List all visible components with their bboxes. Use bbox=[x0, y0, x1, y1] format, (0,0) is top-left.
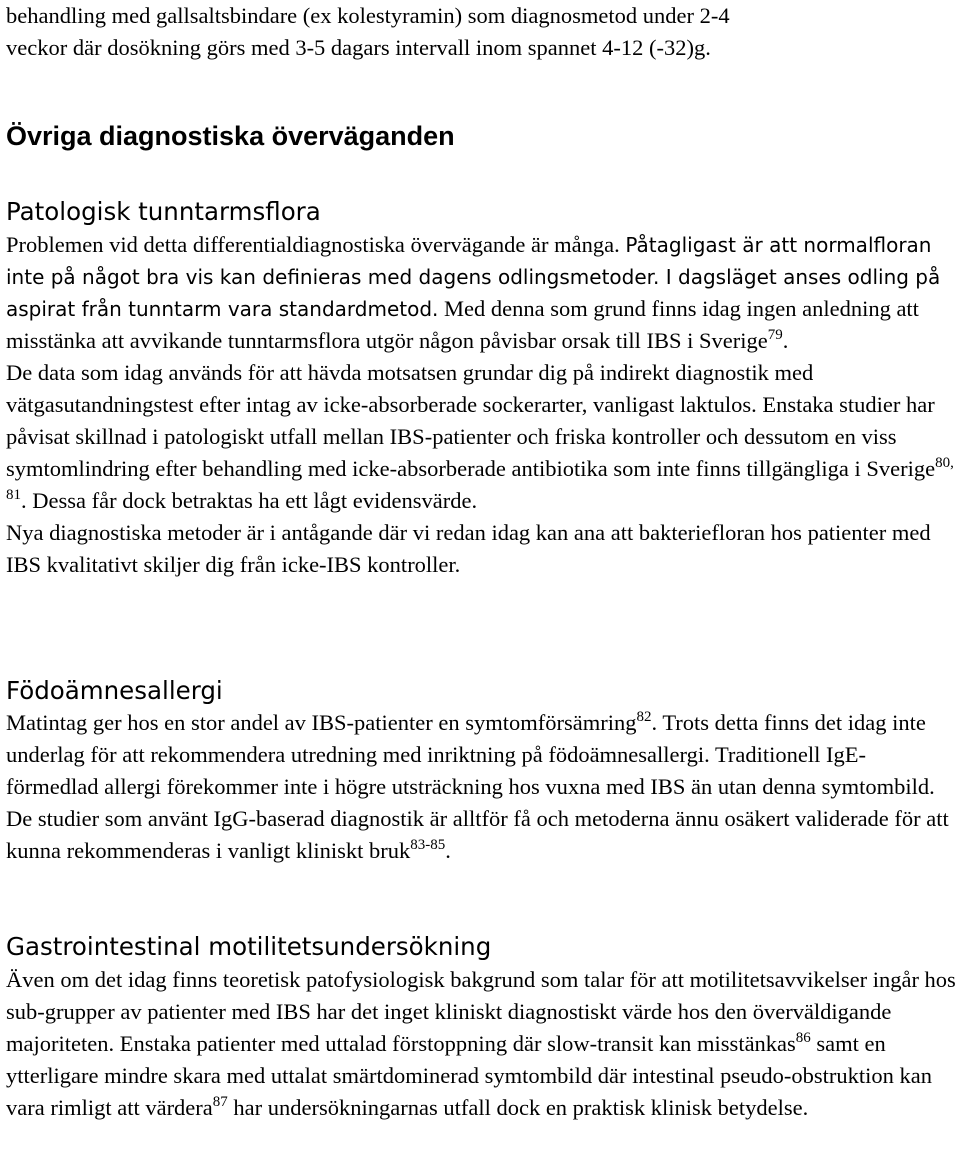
flora-text-2b: . Dessa får dock betraktas ha ett lågt evidensvärde. bbox=[21, 488, 478, 513]
motility-text-c: har undersökningarnas utfall dock en praktisk klinisk betydelse. bbox=[227, 1095, 809, 1120]
flora-text-1-end: . bbox=[782, 328, 789, 353]
reference-86: 86 bbox=[795, 1030, 811, 1046]
allergy-body bbox=[6, 707, 956, 867]
allergy-paragraph bbox=[6, 707, 956, 867]
flora-text-1c: Med denna som grund finns idag ingen anledning att misstänka att avvikande tunntarmsflora utgör någon påvisbar orsak till IBS i Sverige bbox=[6, 296, 919, 353]
flora-text-1a: Problemen vid detta differentialdiagnostiska övervägande är många. bbox=[6, 232, 620, 257]
motility-heading: Gastrointestinal motilitetsundersökning bbox=[6, 932, 492, 961]
flora-paragraph-2 bbox=[6, 357, 956, 517]
flora-paragraph-3: Nya diagnostiska metoder är i antågande där vi redan idag kan ana att bakteriefloran hos patienter med IBS kvalitativt skiljer dig från icke-IBS kontroller. bbox=[6, 520, 931, 577]
motility-body bbox=[6, 964, 956, 1124]
reference-83-85: 83-85 bbox=[410, 837, 446, 853]
flora-text-2a: De data som idag används för att hävda motsatsen grundar dig på indirekt diagnostik med vätgasutandningstest efter intag av icke-absorberade sockerarter, vanligast laktulos. Enstaka studier har påvisat skillnad i patologiskt utfall mellan IBS-patienter och friska kontroller och dessutom en viss symtomlindring efter behandling med icke-absorberade antibiotika som inte finns tillgängliga i Sverige bbox=[6, 360, 936, 481]
allergy-text-end: . bbox=[445, 838, 451, 863]
intro-line-1: behandling med gallsaltsbindare (ex kolestyramin) som diagnosmetod under 2-4 bbox=[6, 3, 730, 28]
flora-body bbox=[6, 229, 956, 581]
intro-line-2: veckor där dosökning görs med 3-5 dagars intervall inom spannet 4-12 (-32)g. bbox=[6, 35, 711, 60]
motility-text-a: Även om det idag finns teoretisk patofysiologisk bakgrund som talar för att motilitetsavvikelser ingår hos sub-grupper av patienter med IBS har det inget kliniskt diagnostiskt värde hos den överväldigande majoriteten. Enstaka patienter med uttalad förstoppning där slow-transit kan misstänkas bbox=[6, 967, 956, 1056]
reference-79: 79 bbox=[767, 327, 783, 343]
reference-87: 87 bbox=[212, 1094, 228, 1110]
allergy-heading: Födoämnesallergi bbox=[6, 676, 223, 705]
reference-82: 82 bbox=[636, 709, 652, 725]
section-title: Övriga diagnostiska överväganden bbox=[6, 121, 455, 151]
reference-80-81: 80, 81 bbox=[6, 455, 954, 503]
intro-paragraph bbox=[6, 0, 956, 64]
motility-paragraph bbox=[6, 964, 956, 1124]
allergy-text-a: Matintag ger hos en stor andel av IBS-patienter en symtomförsämring bbox=[6, 710, 637, 735]
flora-text-1b: Påtagligast är att normalfloran inte på något bra vis kan definieras med dagens odlingsmetoder. I dagsläget anses odling på aspirat från tunntarm vara standardmetod. bbox=[6, 233, 941, 321]
flora-heading: Patologisk tunntarmsflora bbox=[6, 197, 321, 226]
motility-text-b: samt en ytterligare mindre skara med uttalat smärtdominerad symtombild där intestinal pseudo-obstruktion kan vara rimligt att värdera bbox=[6, 1031, 933, 1120]
flora-paragraph-1 bbox=[6, 229, 956, 357]
allergy-text-b: . Trots detta finns det idag inte underlag för att rekommendera utredning med inriktning på födoämnesallergi. Traditionell IgE-förmedlad allergi förekommer inte i högre utsträckning hos vuxna med IBS än utan denna symtombild. De studier som använt IgG-baserad diagnostik är alltför få och metoderna ännu osäkert validerade för att kunna rekommenderas i vanligt kliniskt bruk bbox=[6, 710, 949, 863]
